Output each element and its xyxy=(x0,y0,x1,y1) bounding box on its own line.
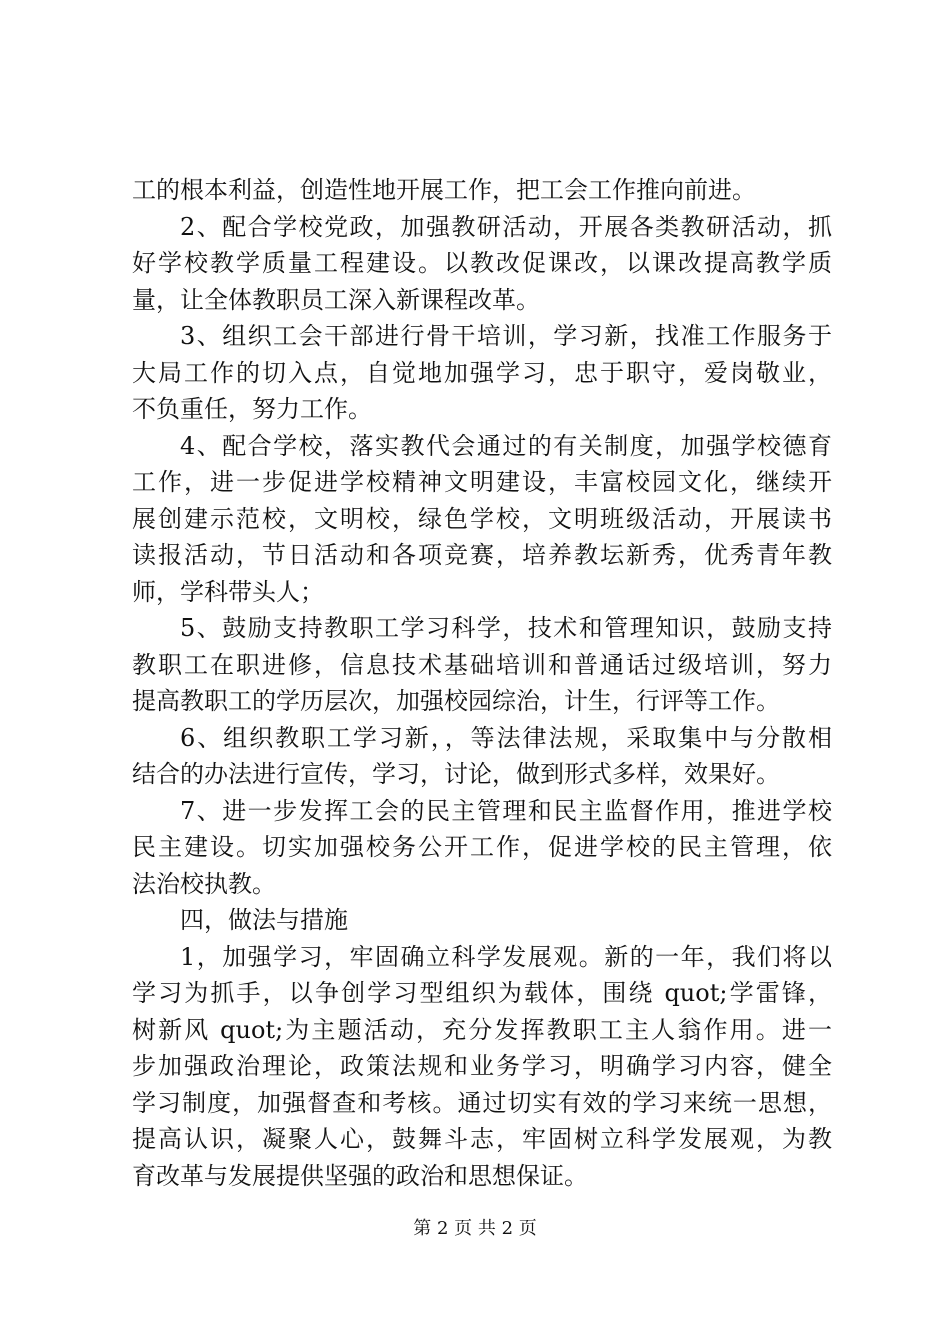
text-line: 师，学科带头人； xyxy=(132,577,324,606)
text-line: 不负重任，努力工作。 xyxy=(132,395,372,423)
text-line: 6、组织教职工学习新，，等法律法规，采取集中与分散相 xyxy=(180,723,832,752)
text-line: 量，让全体教职员工深入新课程改革。 xyxy=(132,285,540,314)
text-line: 育改革与发展提供坚强的政治和思想保证。 xyxy=(132,1161,588,1190)
text-line: 树新风 quot;为主题活动，充分发挥教职工主人翁作用。进一 xyxy=(132,1015,832,1044)
text-line: 提高认识，凝聚人心，鼓舞斗志，牢固树立科学发展观，为教 xyxy=(132,1125,832,1153)
text-line: 大局工作的切入点，自觉地加强学习，忠于职守，爱岗敬业， xyxy=(132,358,832,387)
text-line: 学习为抓手，以争创学习型组织为载体，围绕 quot;学雷锋， xyxy=(132,979,832,1007)
text-line: 教职工在职进修，信息技术基础培训和普通话过级培训，努力 xyxy=(132,650,832,679)
text-line: 2、配合学校党政，加强教研活动，开展各类教研活动，抓 xyxy=(180,212,832,241)
text-line: 法治校执教。 xyxy=(132,869,276,898)
text-line: 4、配合学校，落实教代会通过的有关制度，加强学校德育 xyxy=(180,431,832,460)
document-body xyxy=(132,172,832,1194)
text-line: 民主建设。切实加强校务公开工作，促进学校的民主管理，依 xyxy=(132,833,832,861)
text-line: 5、鼓励支持教职工学习科学，技术和管理知识，鼓励支持 xyxy=(180,614,832,642)
text-line: 结合的办法进行宣传，学习，讨论，做到形式多样，效果好。 xyxy=(132,760,780,788)
text-line: 1，加强学习，牢固确立科学发展观。新的一年，我们将以 xyxy=(180,942,832,971)
text-line: 7、进一步发挥工会的民主管理和民主监督作用，推进学校 xyxy=(180,796,832,825)
text-line: 3、组织工会干部进行骨干培训，学习新，找准工作服务于 xyxy=(180,322,832,350)
text-line: 展创建示范校，文明校，绿色学校，文明班级活动，开展读书 xyxy=(132,504,832,533)
text-line: 工作，进一步促进学校精神文明建设，丰富校园文化，继续开 xyxy=(132,468,832,496)
text-line: 学习制度，加强督查和考核。通过切实有效的学习来统一思想， xyxy=(132,1088,832,1117)
text-line: 读报活动，节日活动和各项竞赛，培养教坛新秀，优秀青年教 xyxy=(132,541,832,569)
text-line: 好学校教学质量工程建设。以教改促课改，以课改提高教学质 xyxy=(132,249,832,277)
text-line: 提高教职工的学历层次，加强校园综治，计生，行评等工作。 xyxy=(132,687,780,715)
page-footer: 第 2 页 共 2 页 xyxy=(413,1218,537,1239)
text-line: 四，做法与措施 xyxy=(180,906,348,934)
text-line: 工的根本利益，创造性地开展工作，把工会工作推向前进。 xyxy=(132,176,756,204)
text-line: 步加强政治理论，政策法规和业务学习，明确学习内容，健全 xyxy=(132,1052,832,1080)
